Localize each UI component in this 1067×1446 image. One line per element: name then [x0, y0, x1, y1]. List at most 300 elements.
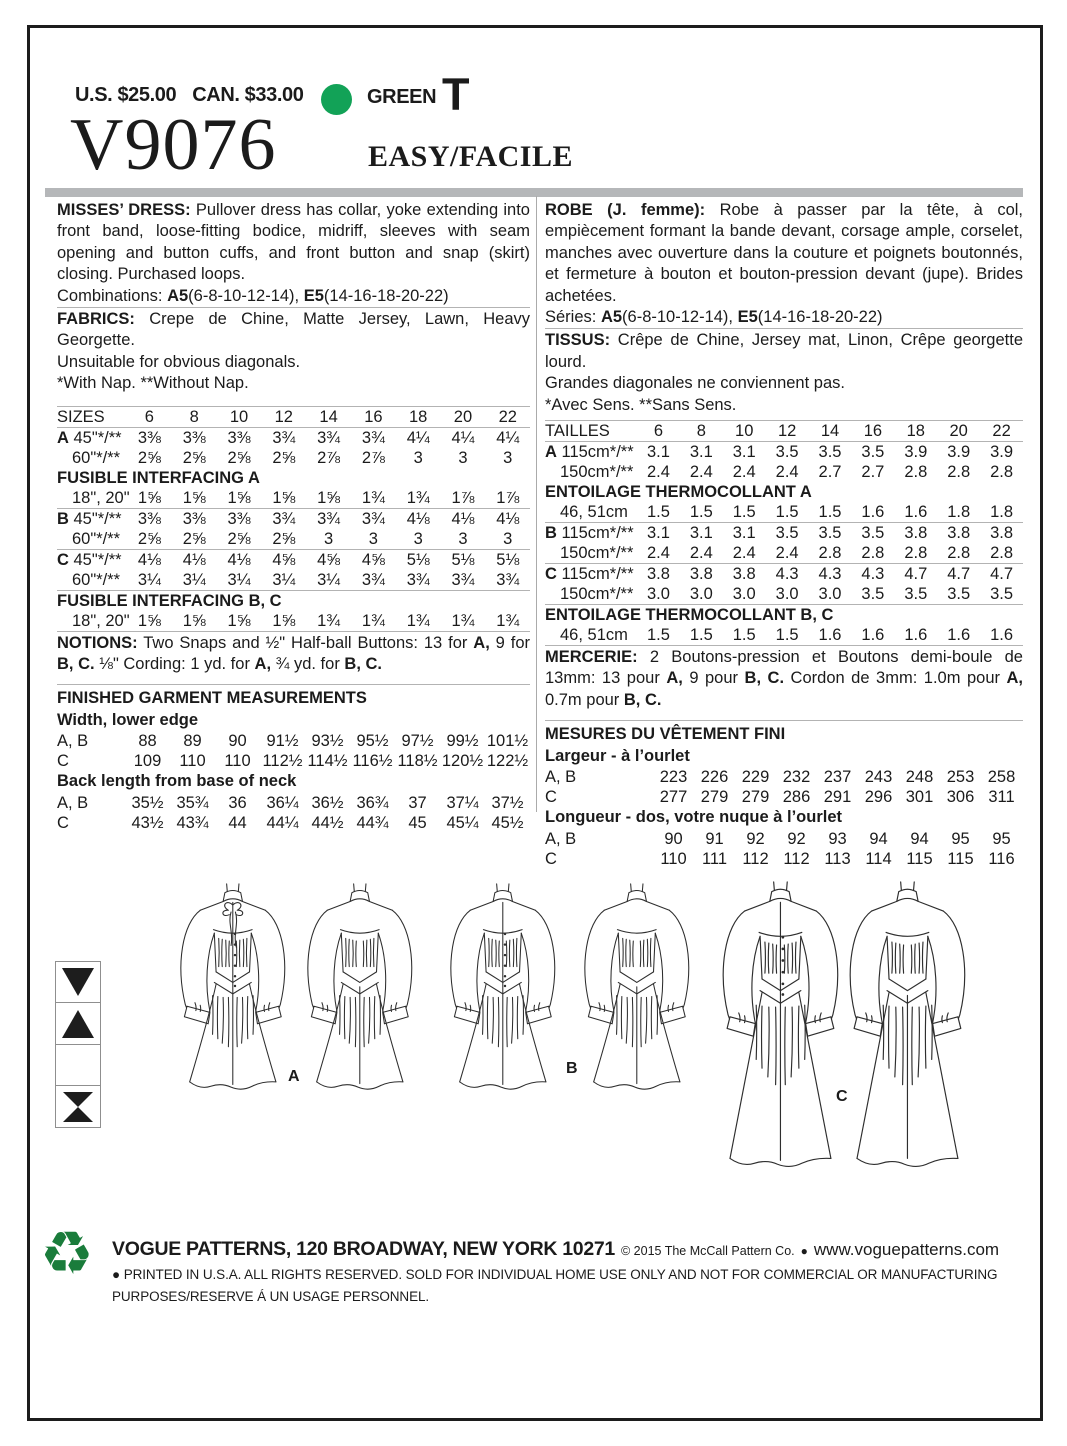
table-cell: 2⅝	[227, 448, 251, 467]
table-cell: 44¼	[266, 813, 299, 832]
text-segment: 9 for	[489, 633, 530, 652]
table-cell: 1.6	[861, 503, 885, 522]
text-segment: TISSUS:	[545, 331, 611, 350]
text-segment: E5	[303, 286, 324, 305]
row-label: A, B	[57, 793, 89, 812]
table-cell: 4⅝	[361, 550, 385, 569]
table-cell: 1.6	[904, 626, 928, 645]
table-cell: 4⅛	[227, 550, 251, 569]
website-text: www.voguepatterns.com	[813, 1240, 1000, 1259]
width-table-en	[57, 731, 530, 771]
table-cell: 3¼	[182, 570, 206, 589]
table-cell: 8	[696, 422, 706, 441]
table-cell: 3.5	[861, 585, 885, 604]
price-canada: CAN. $33.00	[192, 84, 304, 106]
row-label: B 45"*/**	[57, 509, 122, 528]
table-cell: 2.4	[689, 544, 713, 563]
table-cell: 1.5	[646, 503, 670, 522]
text-segment: Pullover dress has collar, yoke extending into front band, loose-fitting bodice, midriff, sleeves with seam opening and button cuffs, and front button and snap (skirt) closing. Purchased loops.	[57, 201, 530, 284]
garment-line-drawings	[140, 875, 1040, 1205]
table-cell: 3.8	[732, 565, 756, 584]
table-cell: 2.8	[990, 463, 1014, 482]
table-cell: 1⅝	[317, 488, 341, 507]
table-cell: 223	[659, 768, 688, 787]
table-cell: 279	[741, 788, 770, 807]
table-cell: 3⅜	[137, 428, 161, 447]
table-cell: 3.8	[947, 524, 971, 543]
width-table-fr	[545, 767, 1023, 807]
table-cell: 22	[498, 407, 517, 426]
table-cell: 4¼	[496, 428, 520, 447]
table-cell: 115	[906, 849, 933, 868]
table-cell: 95	[951, 829, 970, 848]
table-cell: 2.8	[904, 463, 928, 482]
triangle-up-icon	[55, 1002, 101, 1045]
table-cell: 111	[701, 849, 728, 868]
table-cell: 226	[700, 768, 729, 787]
text-segment: ⅛" Cording: 1 yd. for	[94, 655, 255, 674]
description-fr	[545, 200, 1023, 307]
text-segment: Combinations:	[57, 286, 168, 305]
table-cell: 3.5	[775, 443, 799, 462]
text-segment: (14-16-18-20-22)	[323, 286, 449, 305]
table-cell: 4¼	[406, 428, 430, 447]
row-label: 150cm*/**	[560, 544, 634, 563]
table-cell: 3¾	[272, 428, 296, 447]
table-cell: 92	[746, 829, 765, 848]
text-segment: Robe à passer par la tête, à col, empiècement formant la bande devant, corsage ample, corselet, manches avec ouverture dans la couture et poignets boutonnés, et fermeture à bouton et bouton-pression devant (jupe). Brides achetées.	[545, 201, 1023, 305]
table-cell: 4.7	[990, 565, 1014, 584]
table-header-row	[545, 420, 1023, 441]
text-segment: Crepe de Chine, Matte Jersey, Lawn, Heavy Georgette.	[57, 310, 530, 350]
row-label: 18", 20"	[72, 488, 130, 507]
yardage-table-en	[57, 406, 530, 631]
table-cell: 44¾	[356, 813, 389, 832]
table-cell: 35½	[131, 793, 164, 812]
text-segment: ROBE (J. femme):	[545, 201, 706, 219]
table-cell: 10	[229, 407, 249, 426]
row-label: A 115cm*/**	[545, 443, 634, 462]
table-section-row: FUSIBLE INTERFACING A	[57, 468, 260, 487]
table-cell: 116	[988, 849, 1015, 868]
table-row	[545, 849, 1023, 869]
table-cell: 36½	[311, 793, 344, 812]
table-cell: 253	[946, 768, 975, 787]
row-label: 46, 51cm	[560, 503, 628, 522]
text-segment: 0.7m pour	[545, 690, 624, 709]
nap-note-en: *With Nap. **Without Nap.	[57, 374, 249, 393]
table-cell: 1.5	[689, 626, 713, 645]
table-cell: 306	[946, 788, 975, 807]
table-cell: 8	[189, 407, 199, 426]
table-cell: 18	[906, 422, 925, 441]
text-segment: (6-8-10-12-14),	[188, 286, 304, 305]
table-cell: 4⅛	[496, 509, 520, 528]
table-cell: 1.6	[818, 626, 842, 645]
table-cell: 4.3	[775, 565, 799, 584]
table-cell: 2⅝	[137, 448, 161, 467]
table-cell: 89	[183, 732, 202, 751]
table-cell: 36¼	[266, 793, 299, 812]
table-section-row: FUSIBLE INTERFACING B, C	[57, 590, 530, 611]
row-label: C	[545, 788, 557, 807]
table-cell: 3¼	[272, 570, 296, 589]
table-cell: 92	[787, 829, 806, 848]
table-cell: 3.1	[732, 524, 756, 543]
table-cell: 2.8	[818, 544, 842, 563]
table-cell: 2⅝	[272, 448, 296, 467]
table-cell: 44	[228, 813, 247, 832]
green-label: GREEN	[367, 86, 437, 108]
table-row	[57, 448, 530, 468]
table-cell: 3⅜	[137, 509, 161, 528]
table-cell: 2.8	[947, 544, 971, 563]
text-segment: B, C.	[744, 669, 785, 688]
table-cell: 3	[503, 448, 513, 467]
row-label: 46, 51cm	[560, 626, 628, 645]
table-cell: 258	[987, 768, 1016, 787]
table-cell: 5⅛	[406, 550, 430, 569]
table-cell: 3¼	[317, 570, 341, 589]
table-cell: 3	[368, 529, 378, 548]
table-cell: 114½	[307, 752, 348, 771]
row-label: C 45"*/**	[57, 550, 122, 569]
row-label: A, B	[545, 829, 577, 848]
table-cell: 1¾	[406, 611, 430, 630]
table-cell: 114	[865, 849, 892, 868]
table-cell: 3¼	[227, 570, 251, 589]
table-cell: 2.4	[732, 463, 756, 482]
envelope-border	[27, 25, 1043, 1421]
table-cell: 110	[179, 752, 206, 771]
table-row	[57, 529, 530, 549]
table-cell: 1⅝	[182, 611, 206, 630]
table-cell: 43½	[131, 813, 164, 832]
text-segment: MISSES’ DRESS:	[57, 201, 191, 219]
table-cell: 4⅛	[451, 509, 475, 528]
table-cell: 112½	[262, 752, 303, 771]
table-cell: 109	[133, 752, 162, 771]
table-cell: 237	[823, 768, 852, 787]
table-cell: 2.4	[775, 544, 799, 563]
table-cell: 5⅛	[451, 550, 475, 569]
green-dot-icon	[321, 84, 352, 115]
table-row	[545, 522, 1023, 543]
table-cell: 1.5	[646, 626, 670, 645]
table-cell: 3¾	[272, 509, 296, 528]
table-cell: 94	[869, 829, 888, 848]
table-cell: 4⅛	[406, 509, 430, 528]
table-cell: 2.7	[818, 463, 842, 482]
row-label: C	[57, 813, 69, 832]
row-label: B 115cm*/**	[545, 524, 634, 543]
table-cell: 3¾	[317, 509, 341, 528]
text-segment: Cordon de 3mm: 1.0m pour	[784, 669, 1007, 688]
table-cell: 36¾	[356, 793, 389, 812]
text-segment: A,	[254, 655, 272, 674]
table-cell: 16	[863, 422, 883, 441]
table-cell: 3⅜	[227, 428, 251, 447]
mercerie-fr	[545, 645, 1023, 711]
cup-size-letter: T	[442, 69, 469, 120]
blank-symbol-cell	[55, 1044, 101, 1087]
table-cell: 3.1	[689, 443, 713, 462]
back-length-table-en	[57, 793, 530, 833]
table-cell: 3	[503, 529, 513, 548]
table-cell: 113	[824, 849, 851, 868]
table-cell: 4¼	[451, 428, 475, 447]
table-cell: 14	[820, 422, 840, 441]
table-cell: 43¾	[176, 813, 209, 832]
table-row	[545, 787, 1023, 807]
column-divider	[536, 196, 537, 812]
table-cell: 3	[323, 529, 334, 548]
table-cell: 90	[664, 829, 683, 848]
table-cell: 3⅜	[182, 509, 206, 528]
copyright-text: © 2015 The McCall Pattern Co.	[620, 1244, 795, 1258]
table-row	[57, 549, 530, 570]
table-cell: 3⅜	[227, 509, 251, 528]
table-cell: 2.4	[646, 544, 670, 563]
table-cell: 20	[949, 422, 968, 441]
text-segment: FABRICS:	[57, 310, 135, 329]
table-cell: 3.5	[818, 443, 842, 462]
table-cell: 3.5	[861, 443, 885, 462]
table-cell: 12	[274, 407, 293, 426]
table-cell: 97½	[401, 732, 434, 751]
table-row	[57, 813, 530, 833]
table-cell: 120½	[441, 752, 484, 771]
table-cell: 3.1	[646, 524, 670, 543]
yardage-table-fr	[545, 420, 1023, 645]
table-cell: 1.5	[775, 626, 799, 645]
text-segment: Crêpe de Chine, Jersey mat, Linon, Crêpe georgette lourd.	[545, 331, 1023, 371]
text-segment: B, C.	[344, 655, 382, 674]
row-label: C	[545, 849, 557, 868]
table-cell: 4.3	[818, 565, 842, 584]
description-en	[57, 200, 530, 286]
pattern-number: V9076	[70, 104, 277, 186]
row-label: C 115cm*/**	[545, 565, 634, 584]
text-segment: B, C.	[57, 655, 95, 674]
table-cell: 1.5	[689, 503, 713, 522]
table-cell: 101½	[486, 732, 529, 751]
table-cell: 10	[735, 422, 754, 441]
table-cell: 22	[992, 422, 1011, 441]
table-cell: 2⅝	[182, 529, 206, 548]
table-cell: 1⅝	[227, 488, 251, 507]
table-cell: 4⅝	[272, 550, 296, 569]
table-cell: 6	[653, 422, 664, 441]
table-cell: 3¾	[361, 570, 385, 589]
row-label: A, B	[545, 768, 577, 787]
row-label: A 45"*/**	[57, 428, 122, 447]
row-label: 60"*/**	[72, 570, 121, 589]
table-cell: 3.1	[689, 524, 713, 543]
table-cell: 3.0	[775, 585, 799, 604]
table-cell: 91½	[266, 732, 299, 751]
table-row	[57, 508, 530, 529]
table-cell: 3.5	[947, 585, 971, 604]
table-cell: 1.6	[990, 626, 1014, 645]
table-cell: 37¼	[446, 793, 479, 812]
table-cell: 1.6	[904, 503, 928, 522]
table-cell: 3.0	[818, 585, 842, 604]
row-label: 150cm*/**	[560, 463, 634, 482]
table-cell: 4.7	[904, 565, 928, 584]
table-cell: 6	[144, 407, 154, 426]
table-cell: 4⅛	[137, 550, 161, 569]
table-cell: 20	[453, 407, 473, 426]
table-cell: 1⅞	[451, 488, 475, 507]
hourglass-icon	[55, 1085, 101, 1128]
text-segment: Séries:	[545, 308, 601, 327]
text-segment: NOTIONS:	[57, 633, 138, 652]
table-row	[57, 751, 530, 771]
table-row	[57, 611, 530, 631]
table-cell: 301	[905, 788, 934, 807]
table-cell: 3¾	[406, 570, 430, 589]
table-cell: 3.5	[861, 524, 885, 543]
table-cell: 90	[228, 732, 247, 751]
table-cell: 3.9	[947, 443, 971, 462]
row-label: C	[57, 752, 69, 771]
table-cell: 2.8	[947, 463, 971, 482]
difficulty-label: EASY/FACILE	[368, 140, 573, 173]
table-cell: 99½	[446, 732, 479, 751]
table-cell: 3¾	[361, 428, 385, 447]
table-cell: 94	[910, 829, 929, 848]
view-label-c: C	[836, 1088, 848, 1105]
table-cell: 3.9	[990, 443, 1014, 462]
nap-note-fr: *Avec Sens. **Sans Sens.	[545, 395, 737, 414]
table-section-row: ENTOILAGE THERMOCOLLANT A	[545, 483, 812, 502]
table-cell: 1⅝	[272, 611, 296, 630]
publisher-address: VOGUE PATTERNS, 120 BROADWAY, NEW YORK 10271	[112, 1238, 615, 1260]
table-cell: 1⅝	[137, 488, 161, 507]
table-cell: 1.8	[990, 503, 1014, 522]
row-label: 60"*/**	[72, 448, 121, 467]
table-cell: 1.5	[732, 626, 756, 645]
table-cell: 1.8	[947, 503, 971, 522]
table-cell: 3¾	[451, 570, 475, 589]
view-label-a: A	[288, 1068, 300, 1085]
table-cell: 14	[319, 407, 338, 426]
table-cell: 3.5	[904, 585, 928, 604]
table-cell: 2.4	[646, 463, 670, 482]
table-cell: 93	[828, 829, 847, 848]
table-row	[57, 570, 530, 590]
table-cell: 3.8	[646, 565, 670, 584]
table-cell: 1.5	[818, 503, 842, 522]
table-cell: 4.7	[947, 565, 971, 584]
publisher-line	[112, 1238, 999, 1261]
table-cell: 3	[458, 448, 468, 467]
table-cell: 2.4	[732, 544, 756, 563]
table-cell: 115	[947, 849, 974, 868]
table-cell: 91	[705, 829, 724, 848]
table-cell: 112	[742, 849, 769, 868]
table-cell: 37½	[491, 793, 524, 812]
english-column	[57, 200, 530, 833]
price-us: U.S. $25.00	[75, 84, 177, 106]
table-cell: 3	[413, 529, 423, 548]
table-cell: 3⅜	[182, 428, 206, 447]
text-segment: A,	[473, 633, 490, 652]
table-cell: 110	[660, 849, 687, 868]
text-segment: B, C.	[623, 690, 662, 709]
table-cell: 122½	[486, 752, 529, 771]
table-cell: 45¼	[446, 813, 479, 832]
cutting-symbols-strip	[55, 962, 101, 1128]
table-row	[545, 767, 1023, 787]
table-cell: 1⅞	[496, 488, 520, 507]
table-cell: 116½	[352, 752, 393, 771]
table-cell: 291	[823, 788, 852, 807]
table-cell: 1.6	[861, 626, 885, 645]
view-label-b: B	[566, 1060, 578, 1077]
fabrics-en	[57, 307, 530, 352]
table-cell: 88	[138, 732, 157, 751]
table-cell: 3.0	[689, 585, 713, 604]
finished-measurements-en	[57, 684, 530, 832]
table-cell: 95½	[356, 732, 389, 751]
table-row	[545, 563, 1023, 584]
table-cell: 16	[364, 407, 383, 426]
table-cell: 232	[782, 768, 811, 787]
table-cell: 12	[777, 422, 797, 441]
table-cell: 277	[659, 788, 688, 807]
french-column	[545, 200, 1023, 869]
table-cell: 2.4	[775, 463, 799, 482]
table-cell: 4⅝	[317, 550, 341, 569]
unsuitable-fr: Grandes diagonales ne conviennent pas.	[545, 374, 845, 393]
table-row	[545, 462, 1023, 482]
back-length-table-fr	[545, 829, 1023, 869]
table-cell: 3¾	[317, 428, 341, 447]
table-cell: 3.5	[990, 585, 1014, 604]
row-label: TAILLES	[545, 422, 610, 441]
table-cell: 279	[700, 788, 729, 807]
table-cell: 3.8	[904, 524, 928, 543]
text-segment: A,	[1006, 669, 1023, 688]
text-segment: A5	[167, 286, 189, 305]
table-cell: 2⅝	[272, 529, 296, 548]
table-header-row	[57, 406, 530, 427]
row-label: A, B	[57, 732, 89, 751]
table-row	[545, 584, 1023, 604]
header-divider-bar	[45, 188, 1023, 197]
text-segment: 2 Boutons-pression et Boutons demi-boule de 13mm: 13 pour	[545, 648, 1023, 688]
table-cell: 3	[413, 448, 423, 467]
table-cell: 3.8	[990, 524, 1014, 543]
table-cell: 311	[988, 788, 1015, 807]
table-cell: 296	[864, 788, 893, 807]
table-cell: 2⅞	[317, 448, 341, 467]
table-cell: 1¾	[317, 611, 341, 630]
table-cell: 3.0	[732, 585, 756, 604]
text-segment: A,	[666, 669, 683, 688]
table-cell: 3.1	[646, 443, 670, 462]
table-cell: 1⅝	[227, 611, 251, 630]
table-cell: 2.4	[689, 463, 713, 482]
table-cell: 95	[992, 829, 1011, 848]
finished-title-en: FINISHED GARMENT MEASUREMENTS	[57, 689, 367, 708]
finished-title-fr: MESURES DU VÊTEMENT FINI	[545, 725, 786, 744]
table-cell: 1¾	[451, 611, 475, 630]
row-label: 60"*/**	[72, 529, 121, 548]
table-cell: 3	[458, 529, 468, 548]
